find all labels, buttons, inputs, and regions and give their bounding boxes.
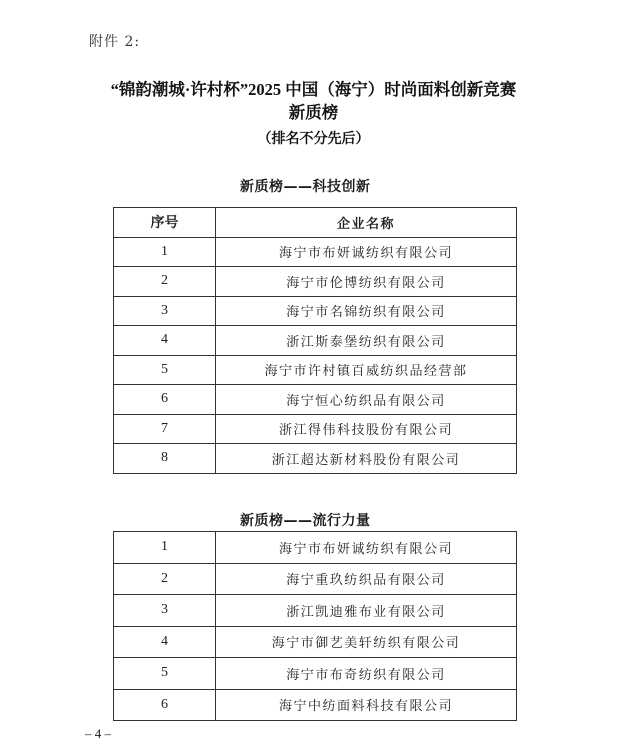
attachment-label: 附件 2:: [89, 34, 141, 50]
company-name: 海宁市伦博纺织有限公司: [216, 267, 517, 297]
table-row: [114, 267, 517, 297]
tech-innovation-table: [113, 207, 517, 474]
page-number: – 4 –: [85, 726, 111, 741]
section-heading-tech-innovation: 新质榜——科技创新: [240, 179, 371, 195]
table-row: [114, 444, 517, 474]
row-index: 2: [114, 563, 216, 595]
company-name: 浙江得伟科技股份有限公司: [216, 414, 517, 444]
document-subtitle: （排名不分先后）: [257, 132, 370, 147]
table-header-row: [114, 208, 517, 238]
table-row: [114, 532, 517, 564]
company-name: 浙江超达新材料股份有限公司: [216, 444, 517, 474]
table-row: [114, 326, 517, 356]
table-row: [114, 563, 517, 595]
trend-power-table: [113, 531, 517, 721]
company-name: 海宁恒心纺织品有限公司: [216, 385, 517, 415]
company-name: 海宁中纺面料科技有限公司: [216, 689, 517, 721]
document-title-line2: 新质榜: [288, 103, 339, 122]
company-name: 海宁市许村镇百威纺织品经营部: [216, 355, 517, 385]
row-index: 7: [114, 414, 216, 444]
company-name: 浙江凯迪雅布业有限公司: [216, 595, 517, 627]
col-header-company: 企业名称: [216, 208, 517, 238]
table-row: [114, 414, 517, 444]
col-header-index: 序号: [114, 208, 216, 238]
table-row: [114, 296, 517, 326]
table-row: [114, 237, 517, 267]
company-name: 海宁市御艺美轩纺织有限公司: [216, 626, 517, 658]
company-name: 海宁重玖纺织品有限公司: [216, 563, 517, 595]
company-name: 浙江斯泰堡纺织有限公司: [216, 326, 517, 356]
section-heading-trend-power: 新质榜——流行力量: [240, 513, 371, 529]
row-index: 2: [114, 267, 216, 297]
company-name: 海宁市布妍诚纺织有限公司: [216, 532, 517, 564]
row-index: 3: [114, 595, 216, 627]
document-title-line1: “锦韵潮城·许村杯”2025 中国（海宁）时尚面料创新竞赛: [110, 80, 517, 99]
row-index: 8: [114, 444, 216, 474]
row-index: 5: [114, 658, 216, 690]
row-index: 1: [114, 237, 216, 267]
row-index: 3: [114, 296, 216, 326]
company-name: 海宁市名锦纺织有限公司: [216, 296, 517, 326]
table-row: [114, 385, 517, 415]
table-row: [114, 689, 517, 721]
row-index: 4: [114, 326, 216, 356]
table-row: [114, 626, 517, 658]
table-row: [114, 658, 517, 690]
company-name: 海宁市布奇纺织有限公司: [216, 658, 517, 690]
row-index: 6: [114, 385, 216, 415]
table-row: [114, 355, 517, 385]
row-index: 1: [114, 532, 216, 564]
table-row: [114, 595, 517, 627]
row-index: 6: [114, 689, 216, 721]
row-index: 5: [114, 355, 216, 385]
company-name: 海宁市布妍诚纺织有限公司: [216, 237, 517, 267]
row-index: 4: [114, 626, 216, 658]
